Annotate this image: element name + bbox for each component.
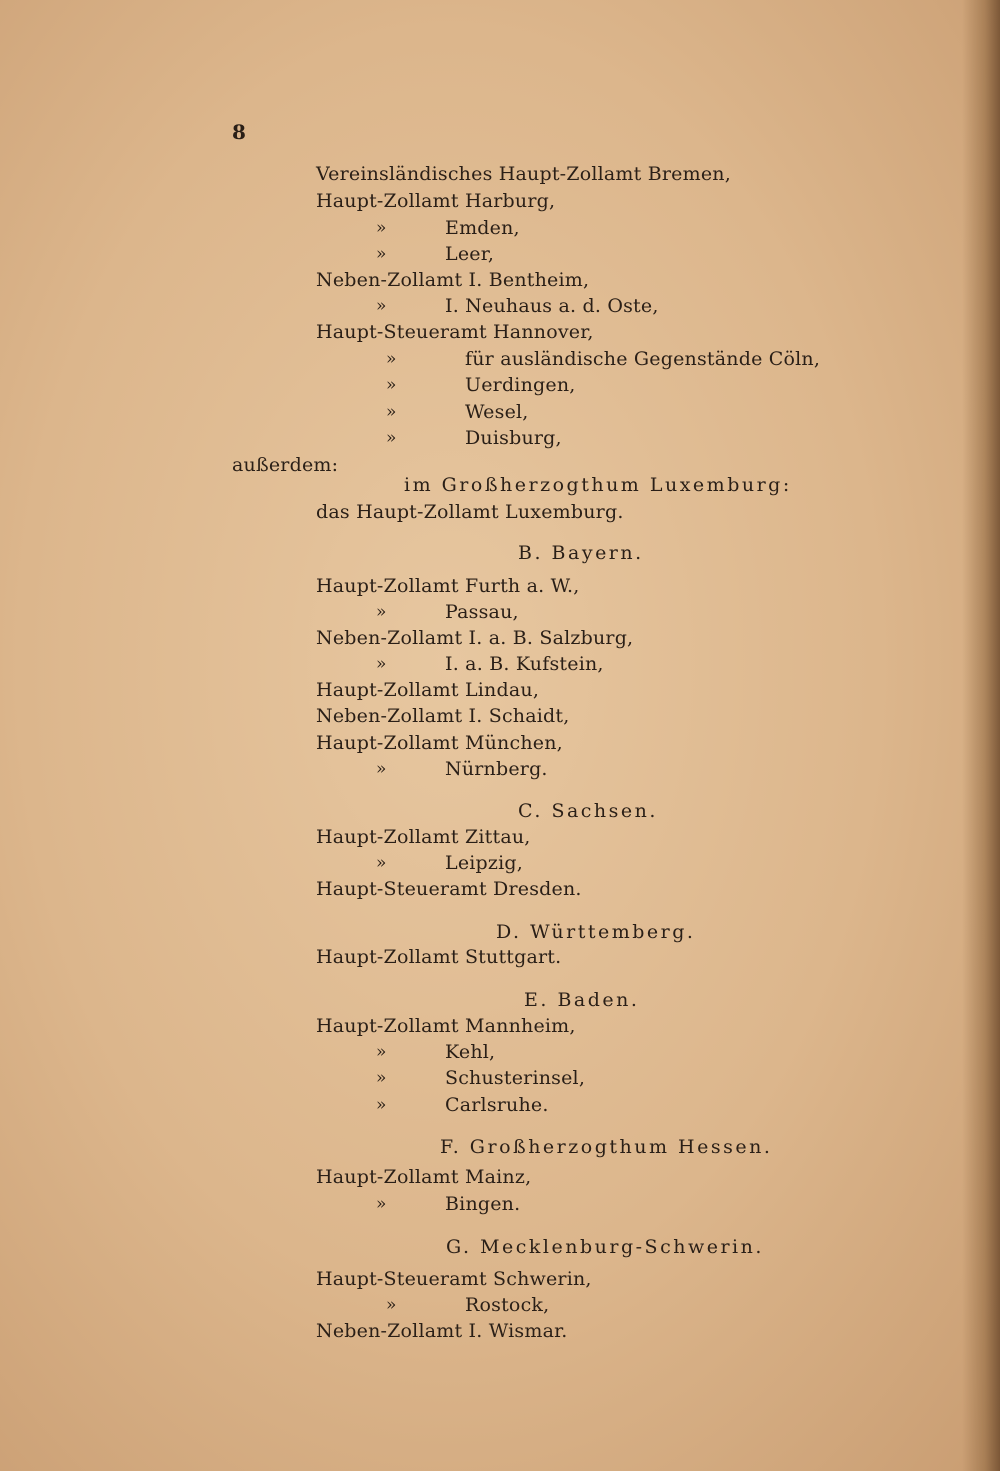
ditto-mark: » [386,349,397,369]
ditto-mark: » [386,402,397,422]
list-line: I. a. B. Kufstein, [445,653,604,675]
section-heading: E. Baden. [524,989,640,1011]
sub-heading: im Großherzogthum Luxemburg: [404,474,792,496]
ditto-mark: » [386,1295,397,1315]
section-heading: D. Württemberg. [496,921,696,943]
ditto-mark: » [376,654,387,674]
list-line: Haupt-Steueramt Hannover, [316,321,594,343]
list-line: Schusterinsel, [445,1067,586,1089]
list-line: Haupt-Zollamt Furth a. W., [316,575,580,597]
list-line: Kehl, [445,1041,496,1063]
page-number: 8 [232,120,247,144]
list-line: Bingen. [445,1193,521,1215]
list-line: Haupt-Zollamt Mainz, [316,1166,532,1188]
ditto-mark: » [376,1095,387,1115]
ditto-mark: » [376,1068,387,1088]
list-line: Wesel, [465,401,529,423]
list-line: Haupt-Zollamt Stuttgart. [316,946,562,968]
list-line: Haupt-Steueramt Dresden. [316,878,582,900]
ditto-mark: » [376,1194,387,1214]
page-edge-shadow [962,0,1000,1471]
list-line: Duisburg, [465,427,562,449]
list-line: das Haupt-Zollamt Luxemburg. [316,501,624,523]
ditto-mark: » [376,602,387,622]
list-line: Neben-Zollamt I. Wismar. [316,1320,568,1342]
list-line: Passau, [445,601,519,623]
list-line: Carlsruhe. [445,1094,549,1116]
list-line: I. Neuhaus a. d. Oste, [445,295,659,317]
list-line: Haupt-Steueramt Schwerin, [316,1268,592,1290]
list-line: Haupt-Zollamt München, [316,732,563,754]
list-line: Neben-Zollamt I. Schaidt, [316,705,570,727]
ditto-mark: » [376,244,387,264]
section-heading: B. Bayern. [518,542,644,564]
list-line: für ausländische Gegenstände Cöln, [465,348,821,370]
ditto-mark: » [376,1042,387,1062]
list-line: Haupt-Zollamt Mannheim, [316,1015,576,1037]
list-line: Rostock, [465,1294,550,1316]
list-line: Nürnberg. [445,758,548,780]
ditto-mark: » [376,218,387,238]
section-heading: C. Sachsen. [518,800,658,822]
ditto-mark: » [386,375,397,395]
list-line: Vereinsländisches Haupt-Zollamt Bremen, [316,163,731,185]
list-line: Haupt-Zollamt Zittau, [316,826,531,848]
side-label: außerdem: [232,454,339,476]
ditto-mark: » [386,428,397,448]
list-line: Neben-Zollamt I. a. B. Salzburg, [316,627,634,649]
ditto-mark: » [376,759,387,779]
list-line: Neben-Zollamt I. Bentheim, [316,269,590,291]
list-line: Uerdingen, [465,374,576,396]
list-line: Haupt-Zollamt Lindau, [316,679,540,701]
list-line: Leipzig, [445,852,523,874]
section-heading: G. Mecklenburg-Schwerin. [446,1236,764,1258]
section-heading: F. Großherzogthum Hessen. [440,1136,773,1158]
list-line: Haupt-Zollamt Harburg, [316,190,556,212]
ditto-mark: » [376,853,387,873]
list-line: Emden, [445,217,520,239]
list-line: Leer, [445,243,495,265]
ditto-mark: » [376,296,387,316]
